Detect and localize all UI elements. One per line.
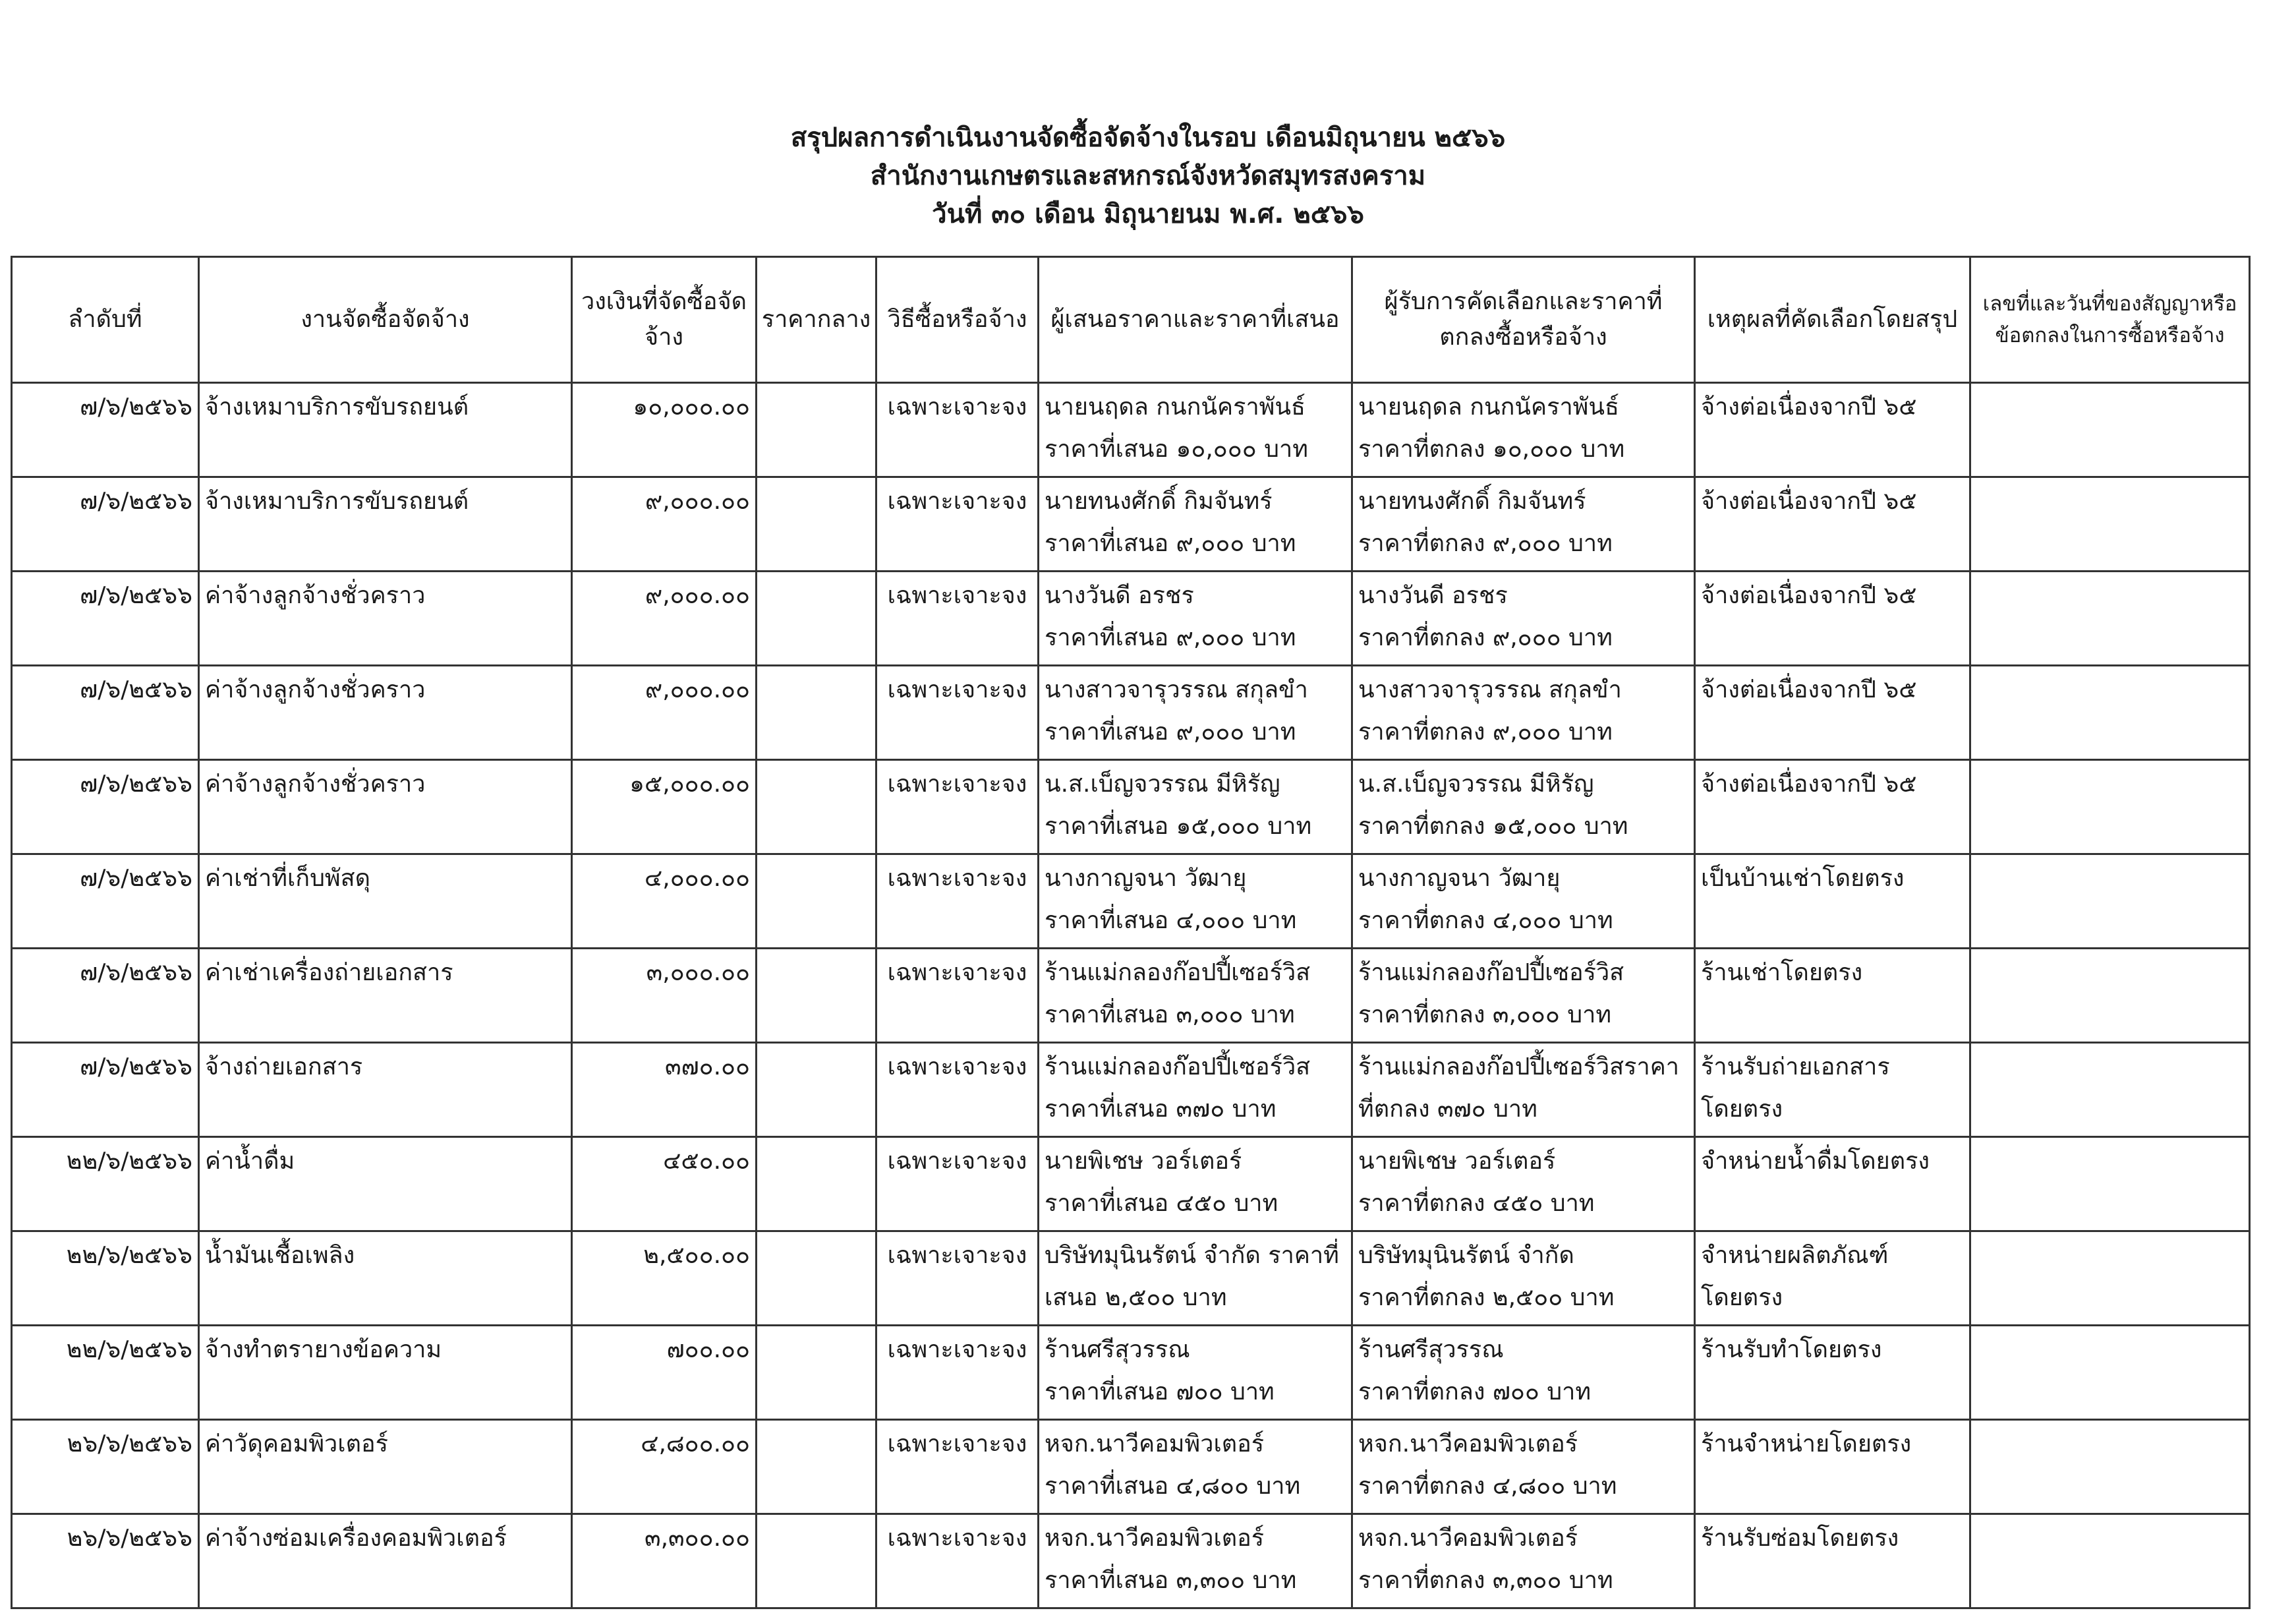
cell-amount: ๙,๐๐๐.๐๐ [572, 572, 757, 666]
selected-price: ราคาที่ตกลง ๓,๐๐๐ บาท [1358, 1001, 1612, 1028]
selected-price: ราคาที่ตกลง ๙,๐๐๐ บาท [1358, 719, 1613, 746]
bidder-name: นายทนงศักดิ์ กิมจันทร์ [1045, 488, 1273, 515]
cell-bidder [1039, 760, 1352, 854]
bidder-name: นายนฤดล กนกนัคราพันธ์ [1045, 394, 1306, 421]
cell-reason: ร้านรับซ่อมโดยตรง [1695, 1514, 1970, 1608]
bidder-price: ราคาที่เสนอ ๙,๐๐๐ บาท [1045, 530, 1296, 557]
cell-work: ค่าจ้างซ่อมเครื่องคอมพิวเตอร์ [199, 1514, 572, 1608]
selected-price: ราคาที่ตกลง ๗๐๐ บาท [1358, 1378, 1592, 1405]
cell-median-price [757, 854, 876, 949]
cell-selected [1352, 572, 1695, 666]
selected-price: ราคาที่ตกลง ๙,๐๐๐ บาท [1358, 530, 1613, 557]
bidder-price: ราคาที่เสนอ ๔,๘๐๐ บาท [1045, 1473, 1301, 1500]
cell-reason: จำหน่ายผลิตภัณฑ์โดยตรง [1695, 1231, 1970, 1326]
cell-bidder [1039, 1137, 1352, 1231]
cell-method: เฉพาะเจาะจง [876, 854, 1039, 949]
cell-contract [1970, 383, 2250, 477]
cell-median-price [757, 572, 876, 666]
cell-method: เฉพาะเจาะจง [876, 760, 1039, 854]
cell-selected [1352, 666, 1695, 760]
cell-contract [1970, 1137, 2250, 1231]
cell-selected [1352, 1326, 1695, 1420]
bidder-price: ราคาที่เสนอ ๑๕,๐๐๐ บาท [1045, 813, 1312, 840]
cell-contract [1970, 1420, 2250, 1514]
cell-method: เฉพาะเจาะจง [876, 949, 1039, 1043]
bidder-name: ร้านศรีสุวรรณ [1045, 1336, 1190, 1363]
bidder-name: น.ส.เบ็ญจวรรณ มีหิรัญ [1045, 771, 1280, 798]
cell-work: ค่าวัดุคอมพิวเตอร์ [199, 1420, 572, 1514]
cell-work: ค่าจ้างลูกจ้างชั่วคราว [199, 572, 572, 666]
bidder-name: บริษัทมุนินรัตน์ จำกัด ราคาที่ [1045, 1242, 1339, 1269]
cell-selected [1352, 1231, 1695, 1326]
cell-selected [1352, 477, 1695, 572]
bidder-price: ราคาที่เสนอ ๓,๓๐๐ บาท [1045, 1567, 1297, 1594]
selected-price: ราคาที่ตกลง ๑๐,๐๐๐ บาท [1358, 436, 1625, 463]
cell-selected [1352, 854, 1695, 949]
cell-bidder [1039, 572, 1352, 666]
cell-method: เฉพาะเจาะจง [876, 477, 1039, 572]
bidder-name: นางกาญจนา วัฒายุ [1045, 865, 1247, 892]
cell-reason: ร้านจำหน่ายโดยตรง [1695, 1420, 1970, 1514]
cell-amount: ๓,๓๐๐.๐๐ [572, 1514, 757, 1608]
selected-name: นายนฤดล กนกนัคราพันธ์ [1358, 394, 1619, 421]
cell-reason: จ้างต่อเนื่องจากปี ๖๕ [1695, 477, 1970, 572]
cell-date: ๒๒/๖/๒๕๖๖ [12, 1326, 199, 1420]
table-row [12, 572, 2250, 666]
header-bidders: ผู้เสนอราคาและราคาที่เสนอ [1039, 257, 1352, 383]
table-row [12, 854, 2250, 949]
cell-date: ๗/๖/๒๕๖๖ [12, 666, 199, 760]
table-row [12, 760, 2250, 854]
selected-name: นางวันดี อรชร [1358, 582, 1508, 609]
bidder-price: ราคาที่เสนอ ๓๗๐ บาท [1045, 1096, 1277, 1123]
table-row [12, 1514, 2250, 1608]
cell-bidder [1039, 1514, 1352, 1608]
selected-name: นางกาญจนา วัฒายุ [1358, 865, 1561, 892]
cell-method: เฉพาะเจาะจง [876, 1326, 1039, 1420]
cell-contract [1970, 477, 2250, 572]
header-contract: เลขที่และวันที่ของสัญญาหรือข้อตกลงในการซื้อหรือจ้าง [1970, 257, 2250, 383]
cell-median-price [757, 949, 876, 1043]
cell-reason: จำหน่ายน้ำดื่มโดยตรง [1695, 1137, 1970, 1231]
header-median-price: ราคากลาง [757, 257, 876, 383]
cell-reason: จ้างต่อเนื่องจากปี ๖๕ [1695, 383, 1970, 477]
bidder-price: ราคาที่เสนอ ๓,๐๐๐ บาท [1045, 1001, 1295, 1028]
cell-bidder [1039, 949, 1352, 1043]
cell-median-price [757, 1137, 876, 1231]
cell-date: ๗/๖/๒๕๖๖ [12, 949, 199, 1043]
selected-price: ราคาที่ตกลง ๔,๐๐๐ บาท [1358, 907, 1613, 934]
header-reason: เหตุผลที่คัดเลือกโดยสรุป [1695, 257, 1970, 383]
cell-reason: ร้านรับถ่ายเอกสารโดยตรง [1695, 1043, 1970, 1137]
bidder-name: นางสาวจารุวรรณ สกุลขำ [1045, 676, 1308, 703]
header-seq: ลำดับที่ [12, 257, 199, 383]
selected-price: ราคาที่ตกลง ๒,๕๐๐ บาท [1358, 1284, 1615, 1311]
selected-price: ราคาที่ตกลง ๓,๓๐๐ บาท [1358, 1567, 1613, 1594]
cell-work: ค่าจ้างลูกจ้างชั่วคราว [199, 666, 572, 760]
selected-name: นางสาวจารุวรรณ สกุลขำ [1358, 676, 1622, 703]
bidder-name: หจก.นาวีคอมพิวเตอร์ [1045, 1525, 1265, 1552]
cell-work: ค่าจ้างลูกจ้างชั่วคราว [199, 760, 572, 854]
cell-amount: ๑๐,๐๐๐.๐๐ [572, 383, 757, 477]
table-row [12, 477, 2250, 572]
cell-amount: ๒,๕๐๐.๐๐ [572, 1231, 757, 1326]
bidder-price: ราคาที่เสนอ ๙,๐๐๐ บาท [1045, 624, 1296, 651]
cell-date: ๒๒/๖/๒๕๖๖ [12, 1137, 199, 1231]
cell-bidder [1039, 666, 1352, 760]
cell-median-price [757, 1326, 876, 1420]
bidder-price: เสนอ ๒,๕๐๐ บาท [1045, 1284, 1227, 1311]
table-header-row [12, 257, 2250, 383]
cell-work: ค่าน้ำดื่ม [199, 1137, 572, 1231]
cell-selected [1352, 1043, 1695, 1137]
document-header [0, 119, 2296, 233]
selected-name: นายพิเชษ วอร์เตอร์ [1358, 1148, 1556, 1175]
selected-price: ราคาที่ตกลง ๔๕๐ บาท [1358, 1190, 1595, 1217]
procurement-table [11, 256, 2251, 1609]
cell-contract [1970, 1043, 2250, 1137]
cell-date: ๗/๖/๒๕๖๖ [12, 383, 199, 477]
selected-price: ราคาที่ตกลง ๔,๘๐๐ บาท [1358, 1473, 1617, 1500]
cell-method: เฉพาะเจาะจง [876, 1231, 1039, 1326]
table-row [12, 666, 2250, 760]
cell-selected [1352, 1137, 1695, 1231]
bidder-price: ราคาที่เสนอ ๗๐๐ บาท [1045, 1378, 1275, 1405]
selected-name: ร้านแม่กลองก๊อปปี้เซอร์วิสราคา [1358, 1053, 1680, 1080]
cell-date: ๒๖/๖/๒๕๖๖ [12, 1420, 199, 1514]
selected-name: หจก.นาวีคอมพิวเตอร์ [1358, 1525, 1578, 1552]
table-row [12, 1043, 2250, 1137]
cell-median-price [757, 477, 876, 572]
cell-bidder [1039, 1043, 1352, 1137]
title-line-2: สำนักงานเกษตรและสหกรณ์จังหวัดสมุทรสงคราม [870, 161, 1426, 191]
cell-bidder [1039, 854, 1352, 949]
cell-date: ๒๖/๖/๒๕๖๖ [12, 1514, 199, 1608]
cell-median-price [757, 1420, 876, 1514]
selected-name: บริษัทมุนินรัตน์ จำกัด [1358, 1242, 1574, 1269]
bidder-name: นายพิเชษ วอร์เตอร์ [1045, 1148, 1242, 1175]
cell-work: น้ำมันเชื้อเพลิง [199, 1231, 572, 1326]
cell-method: เฉพาะเจาะจง [876, 1137, 1039, 1231]
bidder-price: ราคาที่เสนอ ๑๐,๐๐๐ บาท [1045, 436, 1308, 463]
table-row [12, 1231, 2250, 1326]
cell-amount: ๓๗๐.๐๐ [572, 1043, 757, 1137]
bidder-name: นางวันดี อรชร [1045, 582, 1194, 609]
cell-amount: ๑๕,๐๐๐.๐๐ [572, 760, 757, 854]
cell-date: ๗/๖/๒๕๖๖ [12, 477, 199, 572]
table-row [12, 949, 2250, 1043]
cell-method: เฉพาะเจาะจง [876, 1420, 1039, 1514]
selected-name: น.ส.เบ็ญจวรรณ มีหิรัญ [1358, 771, 1594, 798]
cell-date: ๗/๖/๒๕๖๖ [12, 854, 199, 949]
cell-work: จ้างเหมาบริการขับรถยนต์ [199, 383, 572, 477]
cell-median-price [757, 383, 876, 477]
cell-method: เฉพาะเจาะจง [876, 1043, 1039, 1137]
cell-amount: ๔๕๐.๐๐ [572, 1137, 757, 1231]
cell-reason: ร้านเช่าโดยตรง [1695, 949, 1970, 1043]
cell-reason: ร้านรับทำโดยตรง [1695, 1326, 1970, 1420]
header-budget: วงเงินที่จัดซื้อจัดจ้าง [572, 257, 757, 383]
selected-name: หจก.นาวีคอมพิวเตอร์ [1358, 1430, 1578, 1457]
cell-median-price [757, 666, 876, 760]
bidder-price: ราคาที่เสนอ ๙,๐๐๐ บาท [1045, 719, 1296, 746]
cell-selected [1352, 760, 1695, 854]
cell-work: จ้างทำตรายางข้อความ [199, 1326, 572, 1420]
cell-work: ค่าเช่าเครื่องถ่ายเอกสาร [199, 949, 572, 1043]
cell-amount: ๙,๐๐๐.๐๐ [572, 666, 757, 760]
bidder-name: หจก.นาวีคอมพิวเตอร์ [1045, 1430, 1265, 1457]
cell-bidder [1039, 477, 1352, 572]
cell-method: เฉพาะเจาะจง [876, 383, 1039, 477]
cell-amount: ๓,๐๐๐.๐๐ [572, 949, 757, 1043]
table-row [12, 1137, 2250, 1231]
cell-contract [1970, 1514, 2250, 1608]
cell-contract [1970, 854, 2250, 949]
cell-selected [1352, 949, 1695, 1043]
cell-contract [1970, 1231, 2250, 1326]
cell-contract [1970, 760, 2250, 854]
header-method: วิธีซื้อหรือจ้าง [876, 257, 1039, 383]
cell-median-price [757, 760, 876, 854]
cell-bidder [1039, 1420, 1352, 1514]
header-selected: ผู้รับการคัดเลือกและราคาที่ตกลงซื้อหรือจ้าง [1352, 257, 1695, 383]
cell-contract [1970, 572, 2250, 666]
selected-price: ราคาที่ตกลง ๙,๐๐๐ บาท [1358, 624, 1613, 651]
selected-name: ร้านแม่กลองก๊อปปี้เซอร์วิส [1358, 959, 1624, 986]
cell-amount: ๗๐๐.๐๐ [572, 1326, 757, 1420]
cell-date: ๗/๖/๒๕๖๖ [12, 760, 199, 854]
header-work: งานจัดซื้อจัดจ้าง [199, 257, 572, 383]
cell-selected [1352, 1420, 1695, 1514]
cell-work: จ้างถ่ายเอกสาร [199, 1043, 572, 1137]
selected-price: ที่ตกลง ๓๗๐ บาท [1358, 1096, 1537, 1123]
bidder-price: ราคาที่เสนอ ๔,๐๐๐ บาท [1045, 907, 1297, 934]
cell-median-price [757, 1231, 876, 1326]
cell-method: เฉพาะเจาะจง [876, 572, 1039, 666]
cell-amount: ๔,๘๐๐.๐๐ [572, 1420, 757, 1514]
cell-method: เฉพาะเจาะจง [876, 666, 1039, 760]
cell-bidder [1039, 383, 1352, 477]
cell-method: เฉพาะเจาะจง [876, 1514, 1039, 1608]
cell-date: ๗/๖/๒๕๖๖ [12, 1043, 199, 1137]
title-line-1: สรุปผลการดำเนินงานจัดซื้อจัดจ้างในรอบ เดือนมิถุนายน ๒๕๖๖ [790, 123, 1506, 153]
cell-date: ๒๒/๖/๒๕๖๖ [12, 1231, 199, 1326]
bidder-name: ร้านแม่กลองก๊อปปี้เซอร์วิส [1045, 959, 1311, 986]
table-row [12, 1326, 2250, 1420]
bidder-name: ร้านแม่กลองก๊อปปี้เซอร์วิส [1045, 1053, 1311, 1080]
cell-reason: เป็นบ้านเช่าโดยตรง [1695, 854, 1970, 949]
cell-contract [1970, 1326, 2250, 1420]
cell-bidder [1039, 1326, 1352, 1420]
title-line-3: วันที่ ๓๐ เดือน มิถุนายนม พ.ศ. ๒๕๖๖ [932, 199, 1364, 229]
table-row [12, 1420, 2250, 1514]
cell-reason: จ้างต่อเนื่องจากปี ๖๕ [1695, 572, 1970, 666]
cell-amount: ๙,๐๐๐.๐๐ [572, 477, 757, 572]
cell-bidder [1039, 1231, 1352, 1326]
cell-median-price [757, 1514, 876, 1608]
selected-price: ราคาที่ตกลง ๑๕,๐๐๐ บาท [1358, 813, 1628, 840]
cell-date: ๗/๖/๒๕๖๖ [12, 572, 199, 666]
selected-name: นายทนงศักดิ์ กิมจันทร์ [1358, 488, 1586, 515]
cell-median-price [757, 1043, 876, 1137]
cell-work: จ้างเหมาบริการขับรถยนต์ [199, 477, 572, 572]
cell-contract [1970, 949, 2250, 1043]
bidder-price: ราคาที่เสนอ ๔๕๐ บาท [1045, 1190, 1278, 1217]
cell-contract [1970, 666, 2250, 760]
cell-reason: จ้างต่อเนื่องจากปี ๖๕ [1695, 760, 1970, 854]
cell-reason: จ้างต่อเนื่องจากปี ๖๕ [1695, 666, 1970, 760]
cell-selected [1352, 1514, 1695, 1608]
cell-selected [1352, 383, 1695, 477]
cell-work: ค่าเช่าที่เก็บพัสดุ [199, 854, 572, 949]
selected-name: ร้านศรีสุวรรณ [1358, 1336, 1504, 1363]
cell-amount: ๔,๐๐๐.๐๐ [572, 854, 757, 949]
table-row [12, 383, 2250, 477]
